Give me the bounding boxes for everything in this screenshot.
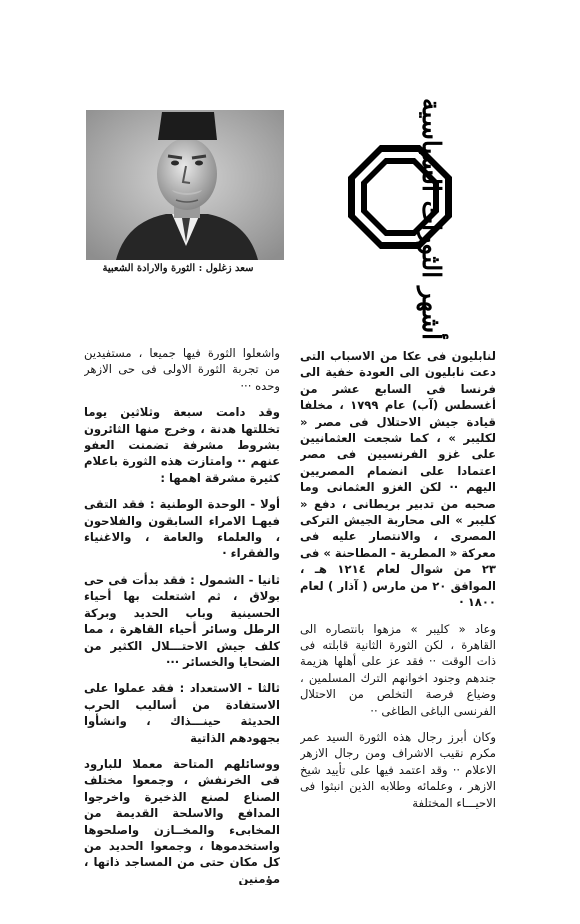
article-title: أشهر الثورات السياسية bbox=[417, 98, 446, 341]
text-column-left bbox=[84, 345, 280, 885]
portrait-photo bbox=[86, 110, 284, 260]
paragraph: أولا - الوحدة الوطنية : فقد التقى فيهـا الامراء السابقون والفلاحون ، والعلماء والعامة ، والاغنياء والفقراء · bbox=[84, 497, 280, 561]
paragraph: ووسائلهم المتاحة معملا للبارود فى الخرنفش ، وجمعوا مختلف الصناع لصنع الذخيرة واخرجوا المدافع والاسلحة القديمة من المخابىء والمخــازن واصلحوها واستخدموها ، وجمعوا الحديد من كل مكان حتى من المساجد ذاتها ، مؤمنين bbox=[84, 756, 280, 885]
paragraph: واشعلوا الثورة فيها جميعا ، مستفيدين من تجربة الثورة الاولى فى حى الازهر وحده ··· bbox=[84, 346, 280, 393]
photo-caption: سعد زغلول : الثورة والارادة الشعبية bbox=[102, 263, 254, 274]
paragraph: ثالثا - الاستعداد : فقد عملوا على الاستفادة من أساليب الحرب الحديثة حينـــذاك ، وانشأوا بجهودهم الذاتية bbox=[84, 681, 280, 745]
portrait-image bbox=[86, 110, 284, 260]
paragraph: وكان أبرز رجال هذه الثورة السيد عمر مكرم نقيب الاشراف ومن رجال الازهر الاعلام ·· وقد اعتمد فيها على تأييد شيخ الازهر ، وعلمائه وطلابه الذين انبثوا فى الاحيـــاء المختلفة bbox=[300, 729, 496, 810]
paragraph: وقد دامت سبعة وثلاثين يوما تخللتها هدنة ، وخرج منها الثائرون بشروط مشرفة تضمنت العفو عنهم ·· وامتازت هذه الثورة باعلام كثيرة مشرقة اهمها : bbox=[84, 405, 280, 485]
text-column-right bbox=[300, 348, 496, 888]
paragraph: ثانيا - الشمول : فقد بدأت فى حى بولاق ، ثم اشتعلت بها أحياء الحسينية وباب الحديد وبركة الرطل وسائر أحياء القاهرة ، مما كلف جيش الاحتـــلال الكثير من الضحايا والخسائر ··· bbox=[84, 572, 280, 669]
paragraph: وعاد « كليبر » مزهوا بانتصاره الى القاهرة ، لكن الثورة الثانية قابلته فى ذات الوقت ·· فقد عز على أهلها هزيمة جندهم وجنود اخوانهم الترك المسلمين ، وضياع فرصة التخلص من الاحتلال الفرنسى الباغى الطاغى ·· bbox=[300, 621, 496, 718]
paragraph: لنابليون فى عكا من الاسباب التى دعت نابليون الى العودة خفية الى فرنسا فى السابع عشر من أغسطس (آب) عام ١٧٩٩ ، مخلفا قيادة جيش الاحتلال فى مصر « لكليبر » ، كما شجعت العثمانيين على غزو الفرنسيين فى مصر اعتمادا على انضمام المصريين اليهم ·· لكن الغزو العثمانى وما صحبه من تدبير بريطانى ، دفع « كليبر » الى محاربة الجيش التركى المصرى ، والانتصار عليه فى معركة « المطرية - المطاحنة » فى ٢٣ من شوال لعام ١٢١٤ هـ ، الموافق ٢٠ من مارس ( آذار ) لعام ١٨٠٠ · bbox=[300, 349, 496, 610]
